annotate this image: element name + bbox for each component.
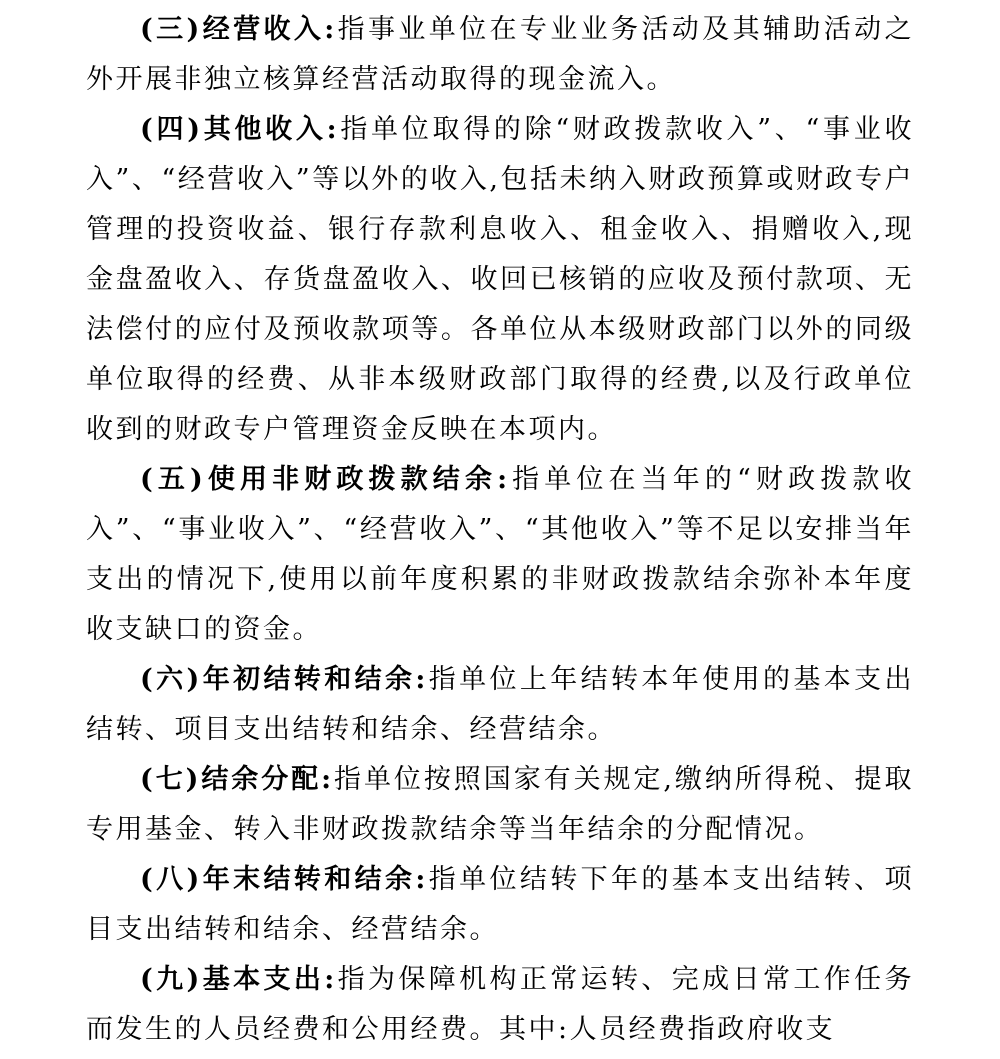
para-balance-distribution-heading: (七)结余分配: bbox=[140, 764, 334, 795]
para-use-of-non-fiscal-balance bbox=[86, 455, 914, 655]
para-beginning-carryover-balance bbox=[86, 655, 914, 755]
para-year-end-carryover-balance-body: 指单位结转下年的基本支出结转、项目支出结转和结余、经营结余。 bbox=[86, 864, 914, 945]
para-operating-revenue-body: 指事业单位在专业业务活动及其辅助活动之外开展非独立核算经营活动取得的现金流入。 bbox=[86, 14, 914, 95]
para-other-revenue-heading: (四)其他收入: bbox=[140, 114, 340, 145]
para-basic-expenditure-body: 指为保障机构正常运转、完成日常工作任务而发生的人员经费和公用经费。其中:人员经费指政府收支 bbox=[86, 964, 914, 1045]
para-beginning-carryover-balance-heading: (六)年初结转和结余: bbox=[140, 664, 428, 695]
para-year-end-carryover-balance bbox=[86, 855, 914, 955]
para-other-revenue bbox=[86, 105, 914, 455]
para-basic-expenditure-heading: (九)基本支出: bbox=[140, 964, 337, 995]
para-operating-revenue bbox=[86, 5, 914, 105]
para-beginning-carryover-balance-body: 指单位上年结转本年使用的基本支出结转、项目支出结转和结余、经营结余。 bbox=[86, 664, 914, 745]
para-basic-expenditure bbox=[86, 955, 914, 1055]
para-other-revenue-body: 指单位取得的除“财政拨款收入”、“事业收入”、“经营收入”等以外的收入,包括未纳入财政预算或财政专户管理的投资收益、银行存款利息收入、租金收入、捐赠收入,现金盘盈收入、存货盘盈收入、收回已核销的应收及预付款项、无法偿付的应付及预收款项等。各单位从本级财政部门以外的同级单位取得的经费、从非本级财政部门取得的经费,以及行政单位收到的财政专户管理资金反映在本项内。 bbox=[86, 114, 914, 445]
para-year-end-carryover-balance-heading: (八)年末结转和结余: bbox=[140, 864, 428, 895]
para-balance-distribution-body: 指单位按照国家有关规定,缴纳所得税、提取专用基金、转入非财政拨款结余等当年结余的分配情况。 bbox=[86, 764, 914, 845]
para-balance-distribution bbox=[86, 755, 914, 855]
para-use-of-non-fiscal-balance-body: 指单位在当年的“财政拨款收入”、“事业收入”、“经营收入”、“其他收入”等不足以安排当年支出的情况下,使用以前年度积累的非财政拨款结余弥补本年度收支缺口的资金。 bbox=[86, 464, 914, 645]
para-operating-revenue-heading: (三)经营收入: bbox=[140, 14, 337, 45]
para-use-of-non-fiscal-balance-heading: (五)使用非财政拨款结余: bbox=[140, 464, 510, 495]
